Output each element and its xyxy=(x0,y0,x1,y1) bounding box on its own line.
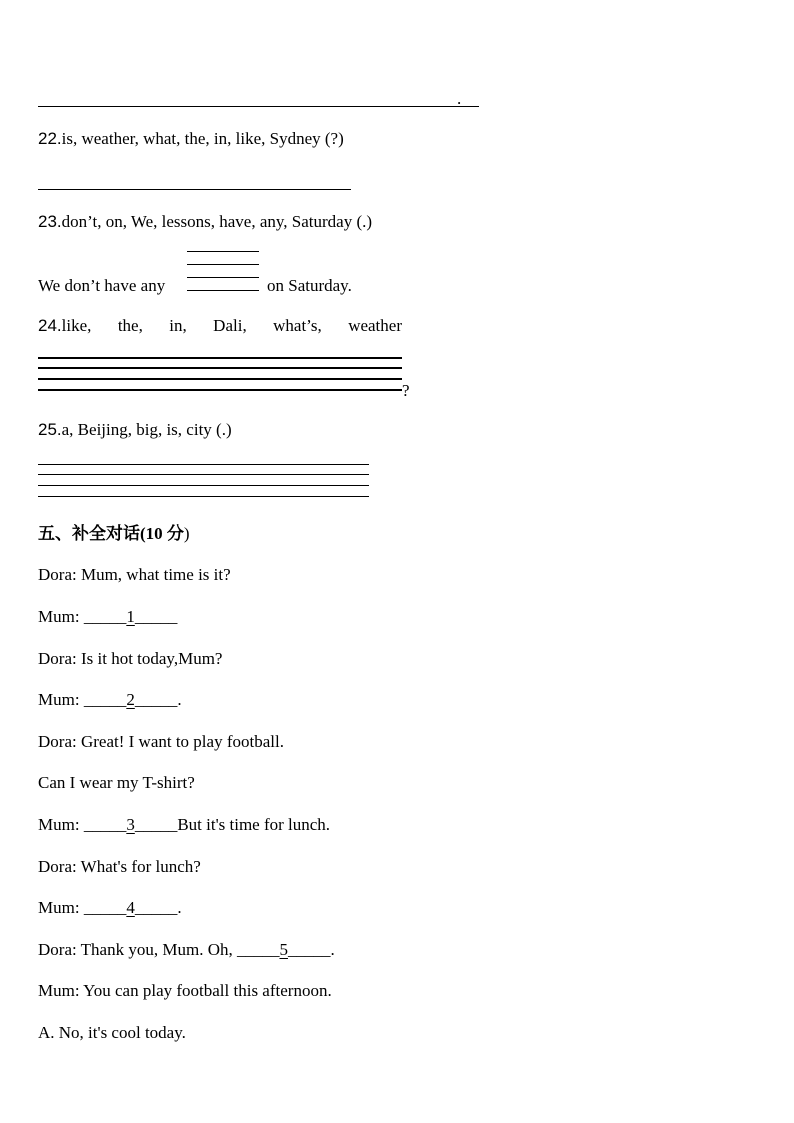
word: like, xyxy=(61,316,92,335)
question-text: don’t, on, We, lessons, have, any, Saturday (.) xyxy=(61,212,373,231)
question-23 xyxy=(38,212,372,232)
section-title xyxy=(38,524,190,544)
question-text: a, Beijing, big, is, city (.) xyxy=(61,420,232,439)
dialogue-text: . xyxy=(177,898,182,917)
answer-line[interactable] xyxy=(38,367,402,369)
dialogue-line-2 xyxy=(38,607,177,627)
blank-underscore: _____ xyxy=(83,815,127,834)
dialogue-text: Thank you, Mum. Oh, xyxy=(80,940,233,959)
answer-blank-line[interactable] xyxy=(187,290,259,291)
speaker: Mum: xyxy=(38,607,80,626)
blank-underscore: _____ xyxy=(134,898,178,917)
section-title-text: 五、补全对话( xyxy=(38,524,146,543)
blank-number: 1 xyxy=(126,607,135,626)
speaker: Dora: xyxy=(38,940,77,959)
speaker: Mum: xyxy=(38,898,80,917)
dialogue-line-9 xyxy=(38,898,182,918)
question-text: is, weather, what, the, in, like, Sydney (?) xyxy=(61,129,344,148)
answer-line[interactable] xyxy=(38,496,369,497)
dialogue-line-3 xyxy=(38,649,222,669)
blank-underscore: _____ xyxy=(83,690,127,709)
blank-underscore: _____ xyxy=(83,607,127,626)
dialogue-text: Can I wear my T-shirt? xyxy=(38,773,195,792)
speaker: Dora: xyxy=(38,732,77,751)
blank-underscore: _____ xyxy=(287,940,331,959)
word: the, xyxy=(117,316,143,335)
section-title-close: ) xyxy=(183,524,190,543)
answer-blank-line[interactable] xyxy=(187,264,259,265)
dialogue-text: . xyxy=(177,690,182,709)
blank-number: 4 xyxy=(126,898,135,917)
q21-end-mark: . xyxy=(457,89,462,108)
question-25 xyxy=(38,420,232,440)
dialogue-line-4 xyxy=(38,690,182,710)
dialogue-text: Mum, what time is it? xyxy=(80,565,231,584)
option-a: A. No, it's cool today. xyxy=(38,1023,186,1042)
dialogue-line-7 xyxy=(38,815,330,835)
dialogue-text: Great! I want to play football. xyxy=(80,732,284,751)
dialogue-text: . xyxy=(330,940,335,959)
dialogue-text: You can play football this afternoon. xyxy=(79,981,332,1000)
answer-blank-3[interactable] xyxy=(84,815,178,835)
dialogue-line-5 xyxy=(38,732,284,752)
answer-line-q21[interactable] xyxy=(38,106,479,107)
speaker: Mum: xyxy=(38,690,80,709)
blank-underscore: _____ xyxy=(134,815,178,834)
dialogue-line-1 xyxy=(38,565,231,585)
blank-number: 3 xyxy=(126,815,135,834)
answer-line[interactable] xyxy=(38,464,369,465)
q24-end-mark: ? xyxy=(402,381,410,400)
dialogue-text: Is it hot today,Mum? xyxy=(80,649,223,668)
dialogue-line-8 xyxy=(38,857,201,877)
section-points: 10 xyxy=(145,524,163,543)
dialogue-text: What's for lunch? xyxy=(80,857,201,876)
blank-underscore: _____ xyxy=(134,607,178,626)
blank-number: 5 xyxy=(279,940,288,959)
answer-blank-line[interactable] xyxy=(187,251,259,252)
answer-blank-line[interactable] xyxy=(187,277,259,278)
word: in, xyxy=(169,316,187,335)
answer-line[interactable] xyxy=(38,357,402,359)
speaker: Mum: xyxy=(38,815,80,834)
answer-blank-5[interactable] xyxy=(237,940,331,960)
speaker: Mum: xyxy=(38,981,80,1000)
answer-line[interactable] xyxy=(38,378,402,380)
question-number: 23. xyxy=(38,212,62,231)
q23-answer-suffix: on Saturday. xyxy=(267,276,352,295)
word: weather xyxy=(348,316,402,335)
blank-number: 2 xyxy=(126,690,135,709)
answer-blank-2[interactable] xyxy=(84,690,178,710)
answer-line[interactable] xyxy=(38,389,402,391)
question-number: 25. xyxy=(38,420,62,439)
dialogue-text: But it's time for lunch. xyxy=(177,815,331,834)
question-number: 24. xyxy=(38,316,62,335)
blank-underscore: _____ xyxy=(134,690,178,709)
dialogue-line-11 xyxy=(38,981,332,1001)
answer-blank-4[interactable] xyxy=(84,898,178,918)
section-points-unit: 分 xyxy=(162,524,184,543)
answer-line-q22[interactable] xyxy=(38,189,351,190)
blank-underscore: _____ xyxy=(83,898,127,917)
q23-answer-prefix: We don’t have any xyxy=(38,276,166,295)
dialogue-line-10 xyxy=(38,940,335,960)
answer-line[interactable] xyxy=(38,474,369,475)
question-22 xyxy=(38,129,344,149)
word: what’s, xyxy=(273,316,322,335)
blank-underscore: _____ xyxy=(236,940,280,959)
answer-blank-1[interactable] xyxy=(84,607,178,627)
answer-line[interactable] xyxy=(38,485,369,486)
speaker: Dora: xyxy=(38,857,77,876)
speaker: Dora: xyxy=(38,565,77,584)
dialogue-line-6 xyxy=(38,773,195,793)
word: Dali, xyxy=(213,316,247,335)
question-24 xyxy=(38,316,402,336)
question-number: 22. xyxy=(38,129,62,148)
speaker: Dora: xyxy=(38,649,77,668)
